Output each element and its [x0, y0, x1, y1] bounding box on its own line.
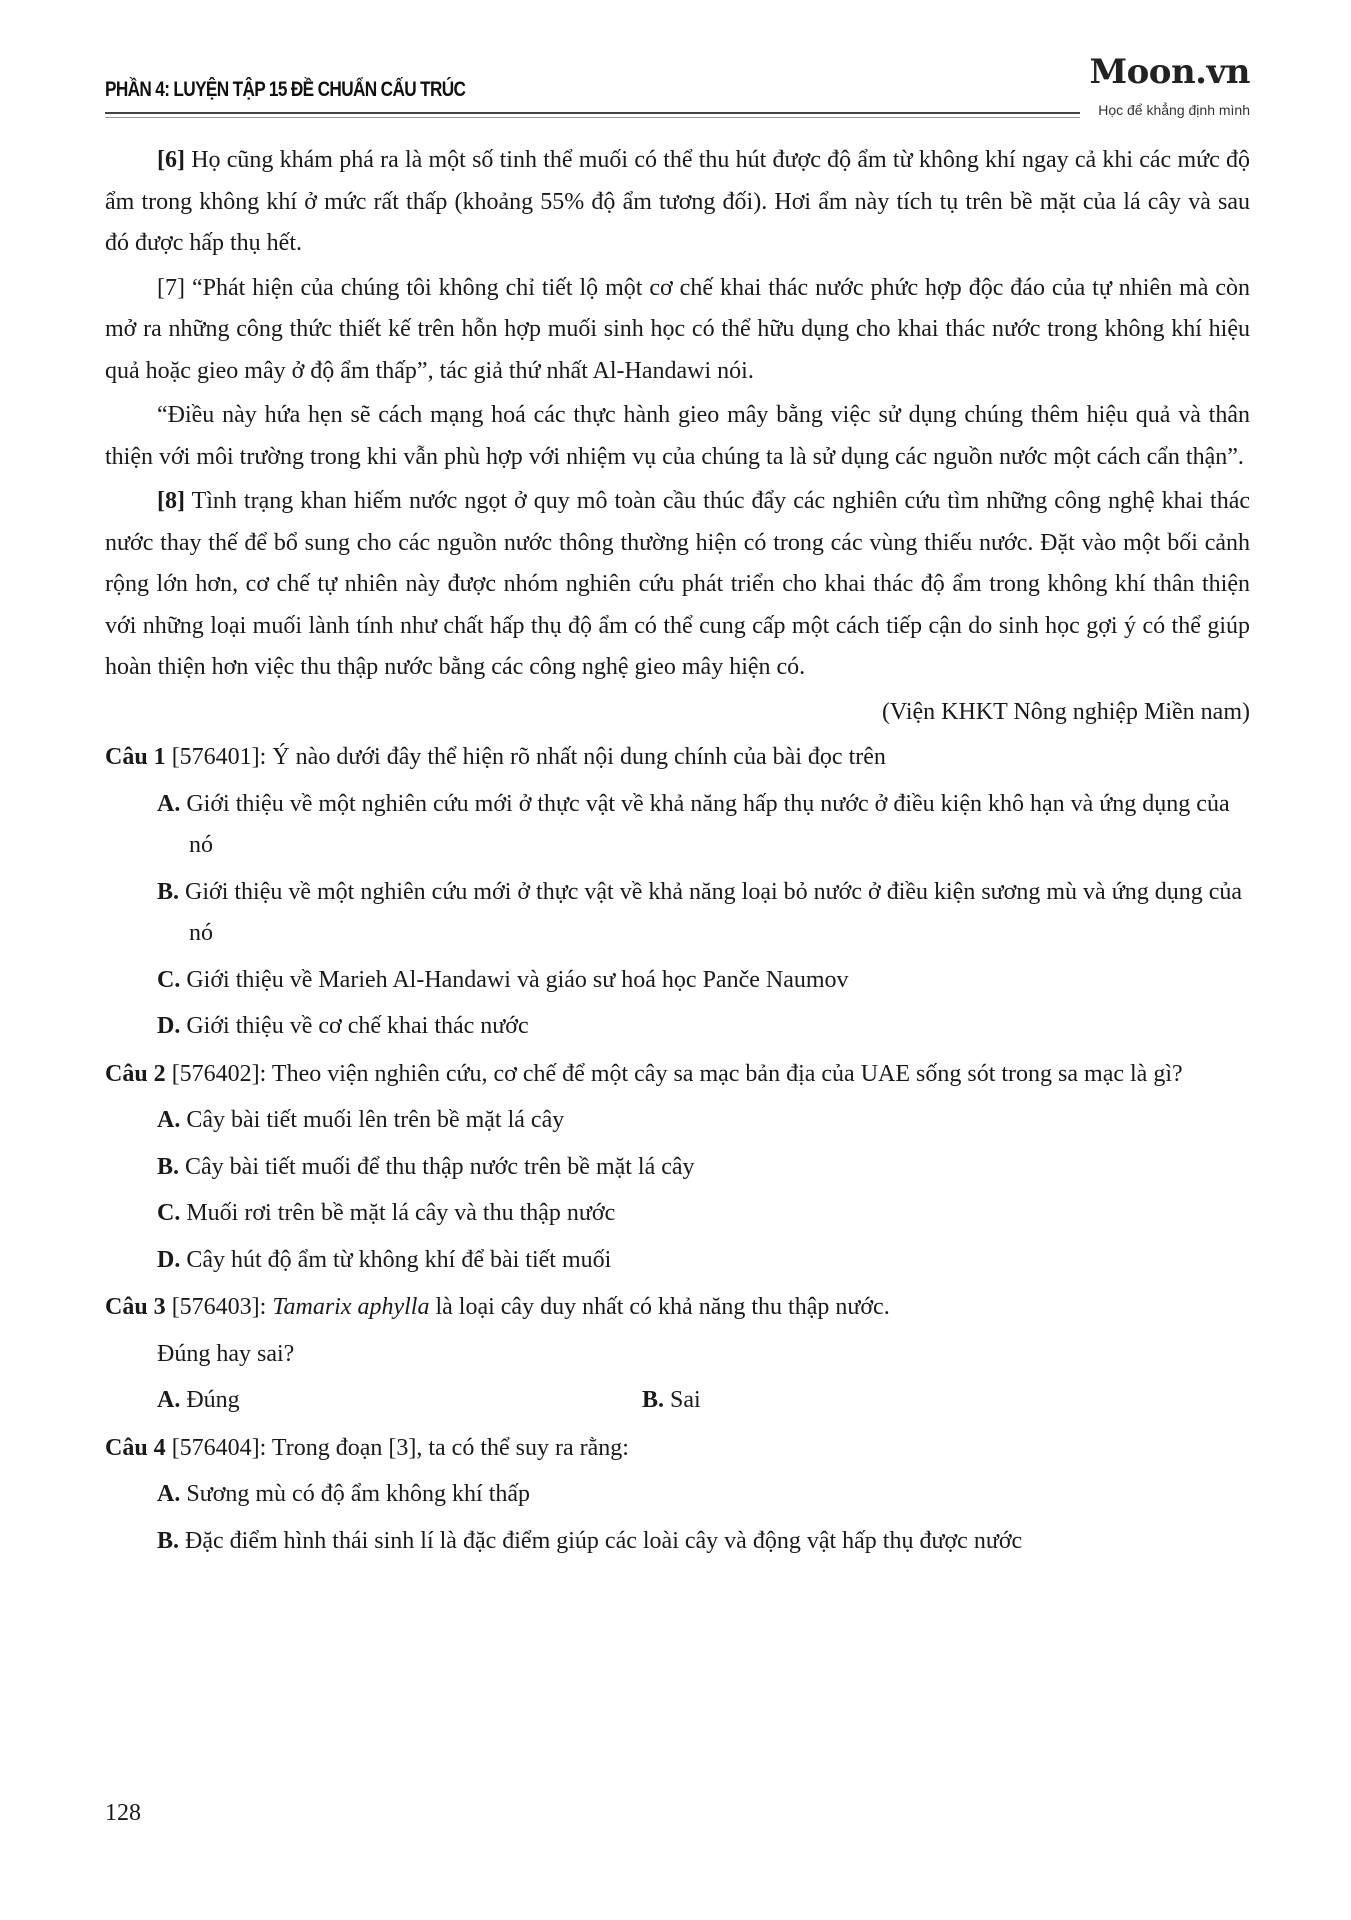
question-3	[105, 1287, 1250, 1422]
option-letter: B.	[642, 1387, 665, 1413]
answer-option-a[interactable]	[157, 1100, 1250, 1142]
paragraph-6	[105, 140, 1250, 265]
question-id: [576403]:	[165, 1294, 273, 1320]
page-content	[105, 140, 1250, 1562]
option-text: Đúng	[180, 1387, 240, 1413]
answer-option-b[interactable]	[157, 1521, 1250, 1563]
option-text: Cây hút độ ẩm từ không khí để bài tiết muối	[180, 1246, 612, 1273]
option-letter: B.	[157, 878, 180, 905]
answer-option-c[interactable]	[157, 1193, 1250, 1235]
paragraph-text: “Điều này hứa hẹn sẽ cách mạng hoá các thực hành gieo mây bằng việc sử dụng chúng thêm hiệu quả và thân thiện với môi trường trong khi vẫn phù hợp với nhiệm vụ của chúng ta là sử dụng các nguồn nước một cách cẩn thận”.	[105, 402, 1250, 470]
option-letter: D.	[157, 1013, 181, 1039]
option-text: Muối rơi trên bề mặt lá cây và thu thập nước	[180, 1200, 616, 1226]
paragraph-text: Họ cũng khám phá ra là một số tinh thể muối có thể thu hút được độ ẩm từ không khí ngay cả khi các mức độ ẩm trong không khí ở mức rất thấp (khoảng 55% độ ẩm tương đối). Hơi ẩm này tích tụ trên bề mặt của lá cây và sau đó được hấp thụ hết.	[105, 147, 1250, 256]
answer-option-a[interactable]	[157, 784, 1250, 867]
question-text: là loại cây duy nhất có khả năng thu thập nước.	[429, 1294, 890, 1320]
question-1	[105, 737, 1250, 1048]
page-header	[105, 50, 1290, 120]
paragraph-marker: [8]	[157, 488, 185, 514]
option-letter: A.	[157, 1387, 181, 1413]
paragraph-marker: [6]	[157, 147, 185, 173]
true-false-prompt: Đúng hay sai?	[157, 1340, 295, 1367]
question-id: [576404]:	[165, 1434, 272, 1461]
question-text: Theo viện nghiên cứu, cơ chế để một cây sa mạc bản địa của UAE sống sót trong sa mạc là gì?	[271, 1060, 1183, 1087]
option-letter: A.	[157, 1107, 181, 1133]
answer-option-b[interactable]	[642, 1380, 1127, 1422]
question-text: Trong đoạn [3], ta có thể suy ra rằng:	[271, 1434, 629, 1461]
page-number: 128	[105, 1800, 141, 1826]
question-id: [576401]:	[165, 744, 273, 770]
option-letter: C.	[157, 966, 181, 993]
option-text: Giới thiệu về Marieh Al-Handawi và giáo sư hoá học Pančе Naumov	[180, 966, 849, 993]
option-letter: A.	[157, 1481, 181, 1507]
question-4	[105, 1428, 1250, 1563]
header-divider	[105, 112, 1080, 118]
section-title: PHẦN 4: LUYỆN TẬP 15 ĐỀ CHUẨN CẤU TRÚC	[105, 78, 466, 101]
answer-option-c[interactable]	[157, 960, 1250, 1002]
moon-logo: Moon.vn	[1089, 52, 1250, 92]
option-text: Sai	[664, 1387, 701, 1413]
option-text: Giới thiệu về cơ chế khai thác nước	[180, 1013, 529, 1039]
paragraph-8	[105, 481, 1250, 689]
answer-option-d[interactable]	[157, 1006, 1250, 1048]
question-text: Ý nào dưới đây thể hiện rõ nhất nội dung chính của bài đọc trên	[272, 744, 886, 770]
paragraph-7	[105, 268, 1250, 393]
question-stem	[105, 1054, 1250, 1096]
option-text: Giới thiệu về một nghiên cứu mới ở thực vật về khả năng loại bỏ nước ở điều kiện sương mù và ứng dụng của nó	[179, 878, 1242, 946]
answer-option-a[interactable]	[157, 1380, 642, 1422]
paragraph-text: “Phát hiện của chúng tôi không chỉ tiết lộ một cơ chế khai thác nước phức hợp độc đáo của tự nhiên mà còn mở ra những công thức thiết kế trên hỗn hợp muối sinh học có thể hữu dụng cho khai thác nước trong không khí hiệu quả hoặc gieo mây ở độ ẩm thấp”, tác giả thứ nhất Al-Handawi nói.	[105, 274, 1250, 384]
paragraph-7-quote	[105, 395, 1250, 478]
question-stem	[105, 1428, 1250, 1470]
option-letter: B.	[157, 1527, 180, 1554]
answer-option-a[interactable]	[157, 1474, 1250, 1516]
question-stem	[105, 1287, 1250, 1329]
option-text: Cây bài tiết muối lên trên bề mặt lá cây	[180, 1107, 565, 1133]
option-text: Sương mù có độ ẩm không khí thấp	[180, 1481, 531, 1507]
paragraph-text: Tình trạng khan hiếm nước ngọt ở quy mô toàn cầu thúc đẩy các nghiên cứu tìm những công nghệ khai thác nước thay thế để bổ sung cho các nguồn nước thông thường hiện có trong các vùng thiếu nước. Đặt vào một bối cảnh rộng lớn hơn, cơ chế tự nhiên này được nhóm nghiên cứu phát triển cho khai thác độ ẩm trong không khí thân thiện với những loại muối lành tính như chất hấp thụ độ ẩm có thể cung cấp một cách tiếp cận do sinh học gợi ý có thể giúp hoàn thiện hơn việc thu thập nước bằng các công nghệ gieo mây hiện có.	[105, 488, 1250, 680]
option-text: Đặc điểm hình thái sinh lí là đặc điểm giúp các loài cây và động vật hấp thụ được nước	[179, 1527, 1023, 1554]
option-letter: C.	[157, 1200, 181, 1226]
answer-option-b[interactable]	[157, 872, 1250, 955]
option-text: Cây bài tiết muối để thu thập nước trên bề mặt lá cây	[179, 1153, 695, 1180]
option-letter: A.	[157, 790, 181, 817]
option-letter: B.	[157, 1153, 180, 1180]
answer-option-b[interactable]	[157, 1147, 1250, 1189]
option-text: Giới thiệu về một nghiên cứu mới ở thực vật về khả năng hấp thụ nước ở điều kiện khô hạn và ứng dụng của nó	[180, 790, 1230, 858]
answer-options-row	[157, 1380, 1250, 1422]
paragraph-marker: [7]	[157, 274, 185, 301]
question-id: [576402]:	[165, 1060, 272, 1087]
species-name: Tamarix aphylla	[272, 1294, 430, 1320]
question-label: Câu 3	[105, 1294, 166, 1320]
answer-option-d[interactable]	[157, 1240, 1250, 1282]
question-label: Câu 4	[105, 1434, 166, 1461]
question-label: Câu 1	[105, 744, 166, 770]
source-citation: (Viện KHKT Nông nghiệp Miền nam)	[881, 698, 1250, 725]
question-stem	[105, 737, 1250, 779]
option-letter: D.	[157, 1246, 181, 1273]
logo-tagline: Học để khẳng định mình	[1098, 102, 1250, 118]
question-2	[105, 1054, 1250, 1282]
question-label: Câu 2	[105, 1060, 166, 1087]
